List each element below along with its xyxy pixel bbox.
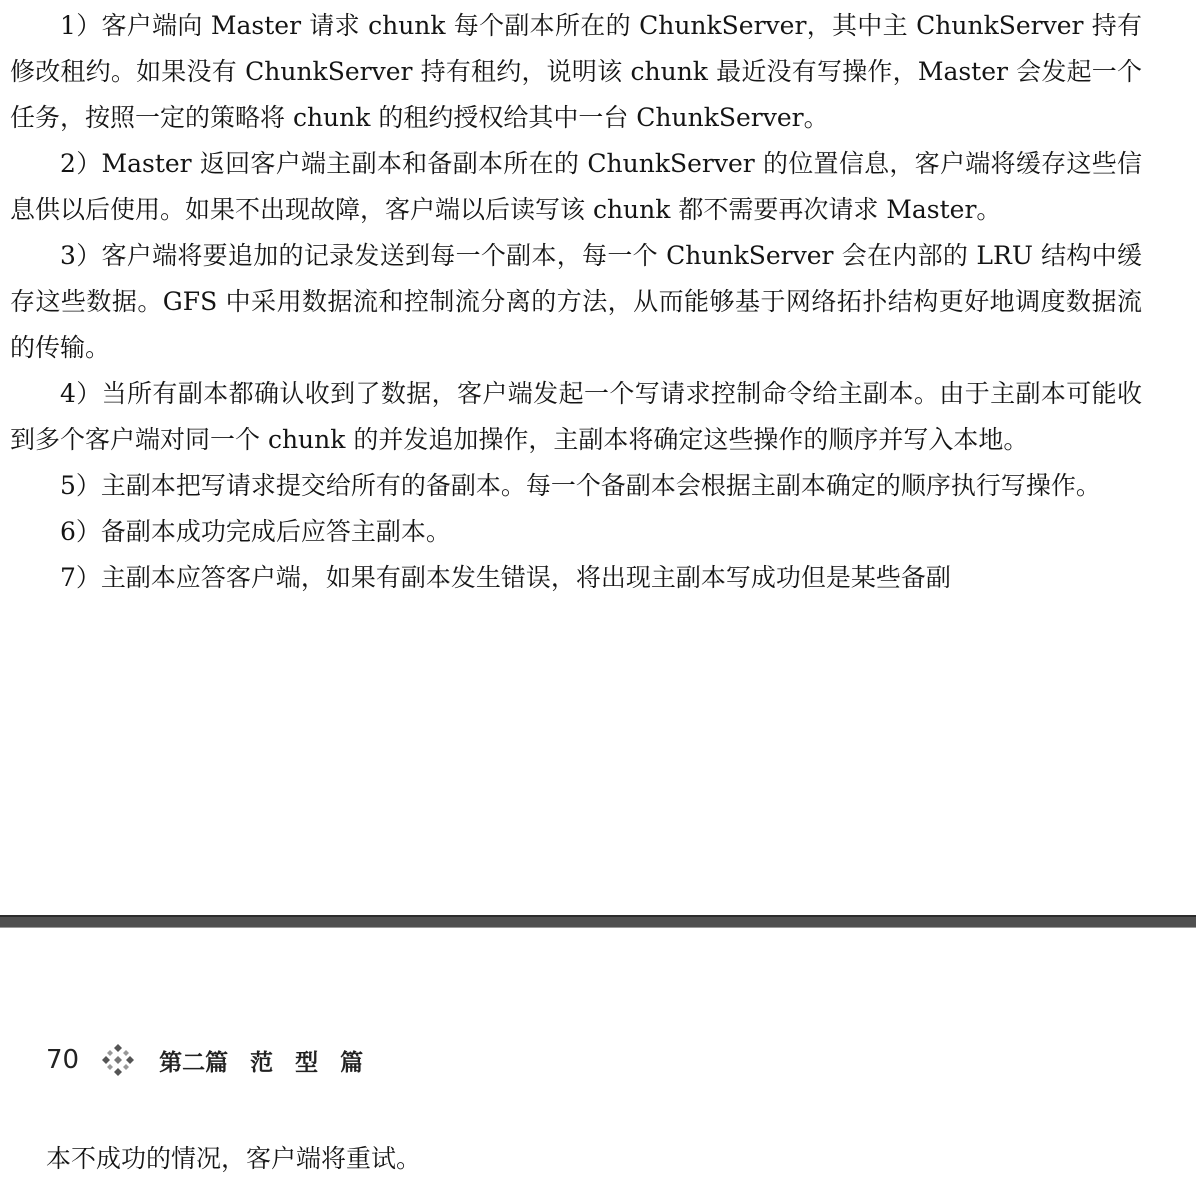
- upper-page-body: [10, 3, 1142, 601]
- paragraph-step-3: 3）客户端将要追加的记录发送到每一个副本，每一个 ChunkServer 会在内部的 LRU 结构中缓存这些数据。GFS 中采用数据流和控制流分离的方法，从而能够基于网络拓扑结构更好地调度数据流的传输。: [10, 241, 1142, 362]
- paragraph-step-5: 5）主副本把写请求提交给所有的备副本。每一个备副本会根据主副本确定的顺序执行写操作。: [60, 471, 1101, 500]
- paragraph-step-2: 2）Master 返回客户端主副本和备副本所在的 ChunkServer 的位置信息，客户端将缓存这些信息供以后使用。如果不出现故障，客户端以后读写该 chunk 都不需要再次请求 Master。: [10, 149, 1142, 224]
- diamond-ornament-icon: [101, 1043, 135, 1077]
- page-header: [46, 1040, 363, 1080]
- paragraph-step-7: 7）主副本应答客户端，如果有副本发生错误，将出现主副本写成功但是某些备副: [60, 563, 951, 592]
- page-number: 70: [46, 1045, 80, 1075]
- page-divider: [0, 915, 1196, 928]
- paragraph-step-1: 1）客户端向 Master 请求 chunk 每个副本所在的 ChunkServer，其中主 ChunkServer 持有修改租约。如果没有 ChunkServer 持有租约，说明该 chunk 最近没有写操作，Master 会发起一个任务，按照一定的策略将 chunk 的租约授权给其中一台 ChunkServer。: [10, 11, 1142, 132]
- paragraph-step-4: 4）当所有副本都确认收到了数据，客户端发起一个写请求控制命令给主副本。由于主副本可能收到多个客户端对同一个 chunk 的并发追加操作，主副本将确定这些操作的顺序并写入本地。: [10, 379, 1142, 454]
- section-title: 第二篇 范 型 篇: [159, 1049, 364, 1076]
- continuation-paragraph: 本不成功的情况，客户端将重试。: [46, 1144, 422, 1173]
- paragraph-step-6: 6）备副本成功完成后应答主副本。: [60, 517, 451, 546]
